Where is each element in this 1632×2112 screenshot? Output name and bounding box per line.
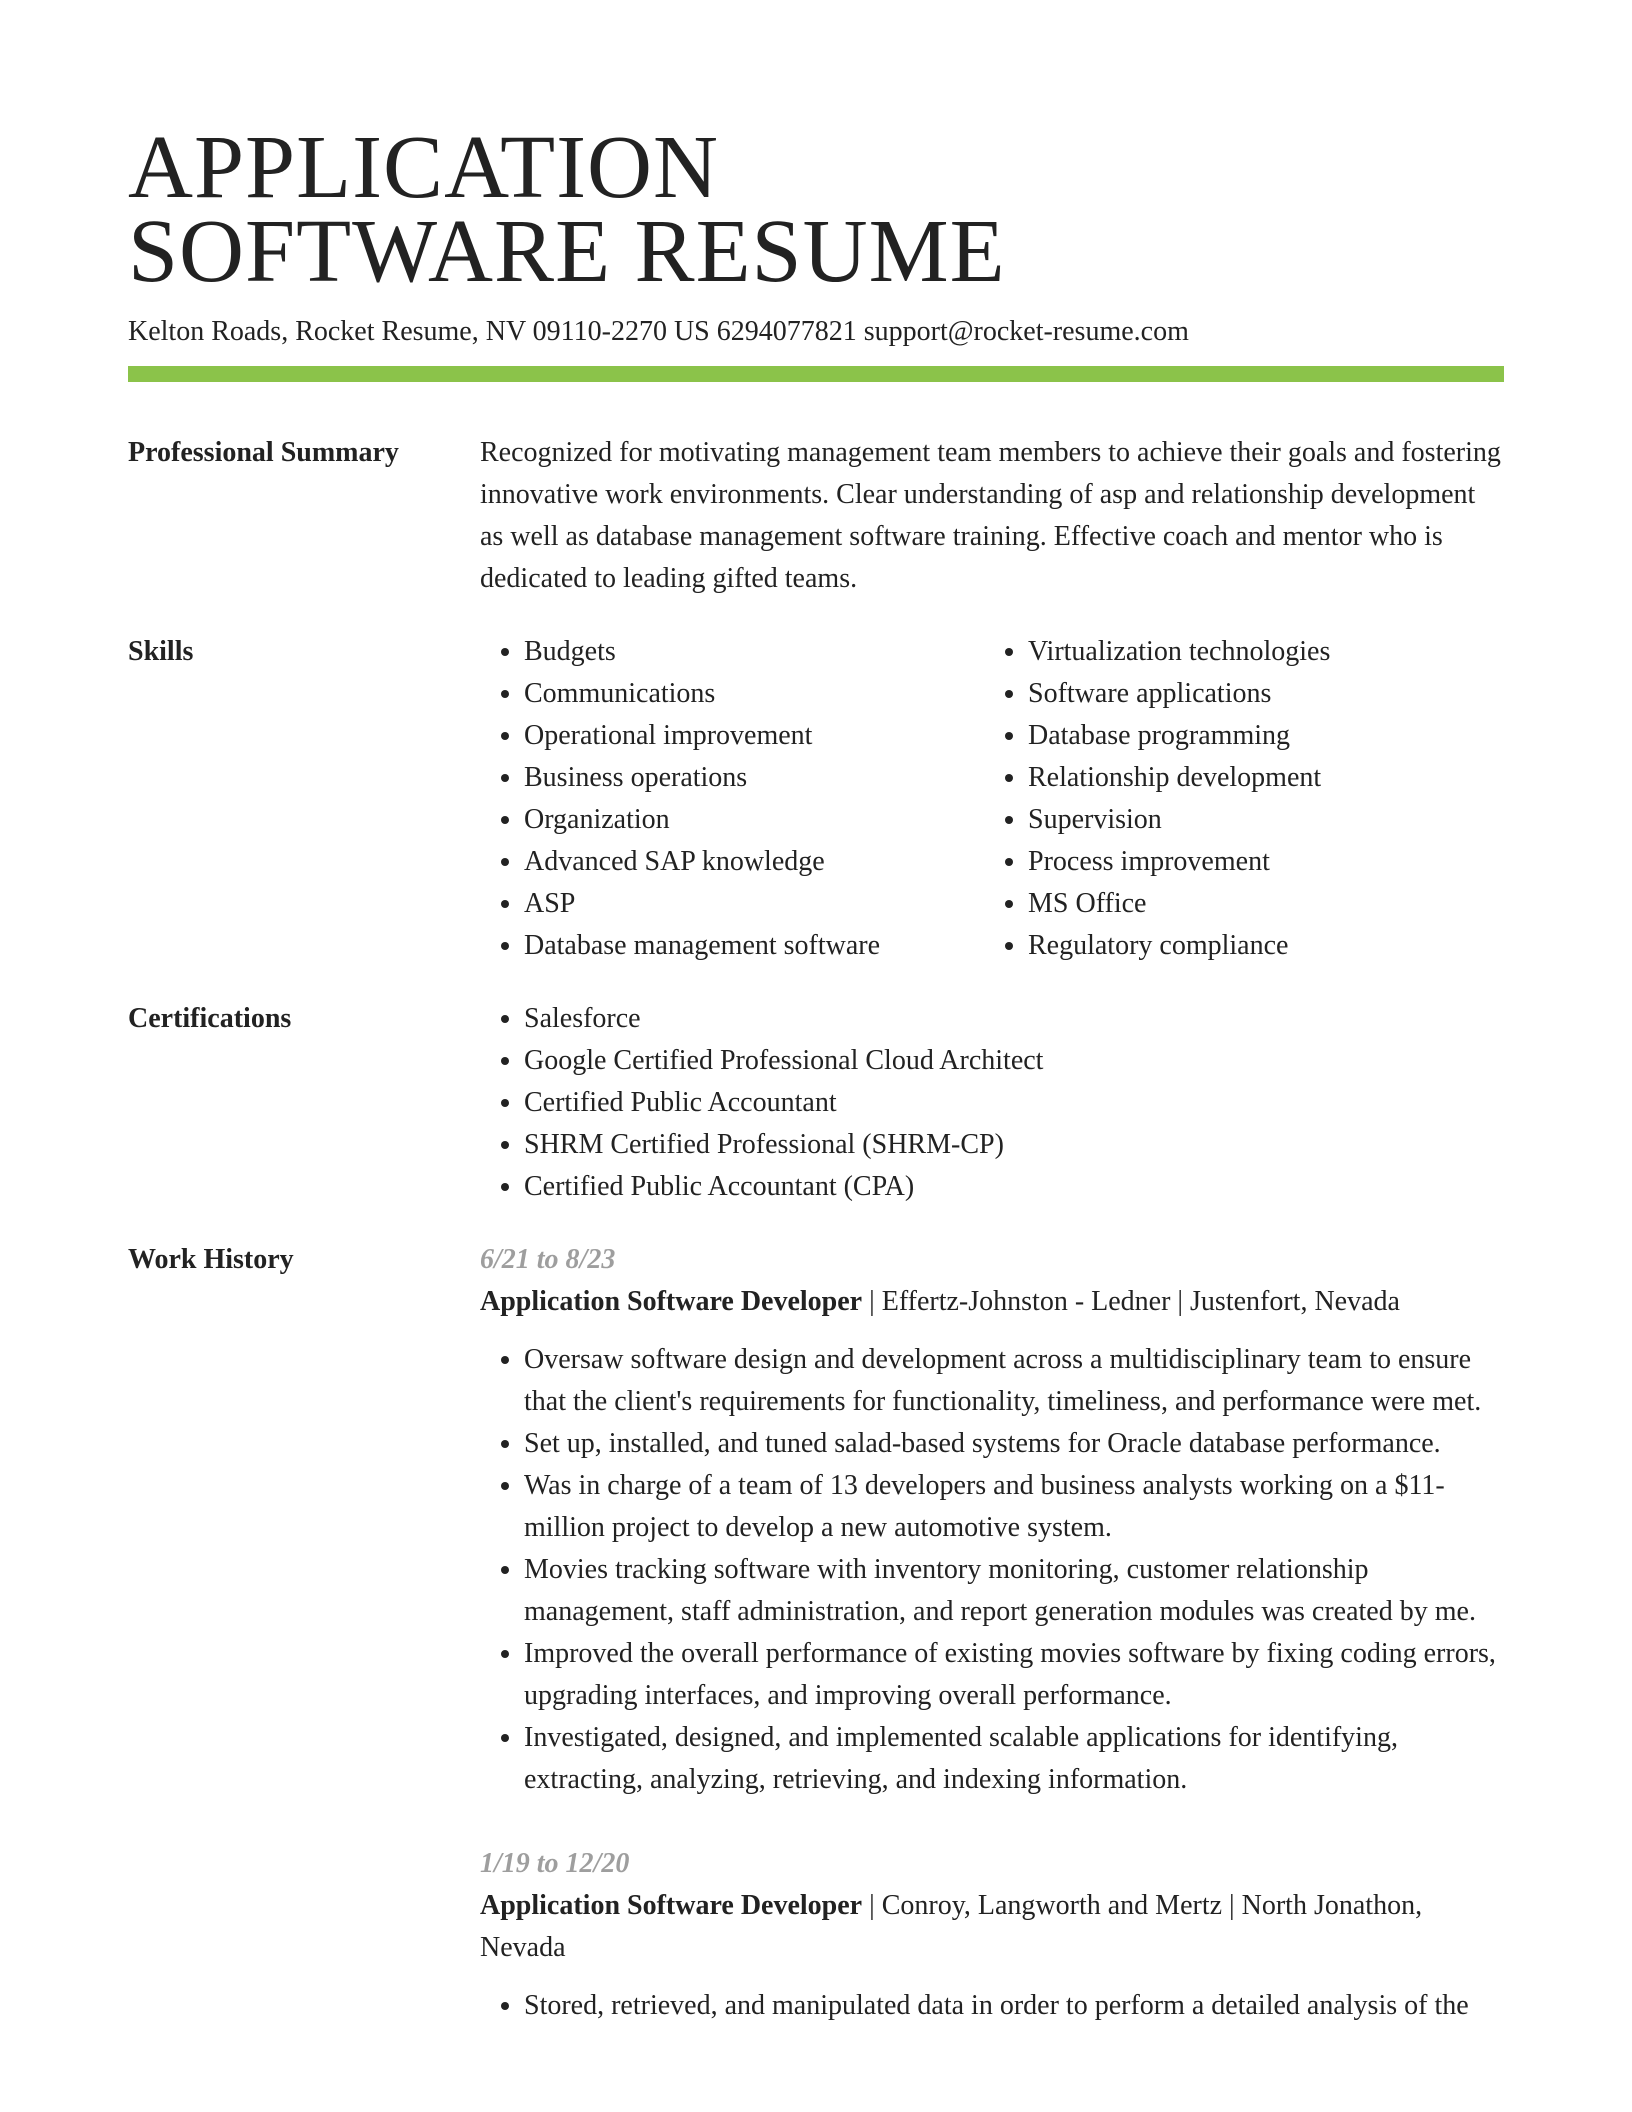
- summary-text: Recognized for motivating management team members to achieve their goals and fostering innovative work environments. Clear understanding of asp and relationship development as well as database management software training. Effective coach and mentor who is dedicated to leading gifted teams.: [480, 437, 1501, 594]
- resume-page: [128, 0, 1504, 2027]
- job-bullet: • Oversaw software design and development across a multidisciplinary team to ensure that the client's requirements for functionality, timeliness, and performance were met.: [524, 1339, 1504, 1423]
- job-bullets: [480, 1985, 1504, 2027]
- job-entry: [480, 1843, 1504, 2027]
- skill-item: • Process improvement: [1028, 841, 1488, 883]
- job-bullet: • Movies tracking software with inventory monitoring, customer relationship management, staff administration, and report generation modules was created by me.: [524, 1549, 1504, 1633]
- skill-item: • Organization: [524, 799, 984, 841]
- skill-item: • Database programming: [1028, 715, 1488, 757]
- work-history-body: [480, 1239, 1504, 2027]
- certification-item: • SHRM Certified Professional (SHRM-CP): [524, 1124, 1504, 1166]
- certification-item: • Certified Public Accountant (CPA): [524, 1166, 1504, 1208]
- job-title: Application Software Developer: [480, 1890, 863, 1921]
- job-entry: [480, 1239, 1504, 1801]
- title-line-2: SOFTWARE RESUME: [128, 202, 1006, 301]
- certification-item: • Salesforce: [524, 998, 1504, 1040]
- skills-list-right: [984, 631, 1488, 967]
- job-bullet: • Improved the overall performance of existing movies software by fixing coding errors, upgrading interfaces, and improving overall performance.: [524, 1633, 1504, 1717]
- skill-item: • Supervision: [1028, 799, 1488, 841]
- skill-item: • ASP: [524, 883, 984, 925]
- skill-item: • Operational improvement: [524, 715, 984, 757]
- certifications-body: [480, 998, 1504, 1208]
- work-history-label: Work History: [128, 1244, 294, 1275]
- skill-item: • Regulatory compliance: [1028, 925, 1488, 967]
- skill-item: • Virtualization technologies: [1028, 631, 1488, 673]
- skill-item: • MS Office: [1028, 883, 1488, 925]
- skills-list-left: [480, 631, 984, 967]
- job-bullet: • Stored, retrieved, and manipulated data in order to perform a detailed analysis of the: [524, 1985, 1504, 2027]
- header-divider: [128, 366, 1504, 382]
- job-bullet: • Investigated, designed, and implemented scalable applications for identifying, extracting, analyzing, retrieving, and indexing information.: [524, 1717, 1504, 1801]
- summary-section: [128, 432, 1504, 600]
- job-details: | Effertz-Johnston - Ledner | Justenfort, Nevada: [862, 1286, 1400, 1317]
- skills-columns: [480, 631, 1504, 967]
- certification-item: • Google Certified Professional Cloud Architect: [524, 1040, 1504, 1082]
- job-title: Application Software Developer: [480, 1286, 863, 1317]
- resume-title: [128, 118, 1504, 301]
- job-bullets: [480, 1339, 1504, 1801]
- contact-line: Kelton Roads, Rocket Resume, NV 09110-2270 US 6294077821 support@rocket-resume.com: [128, 316, 1189, 347]
- job-details: | Conroy, Langworth and Mertz | North Jonathon, Nevada: [480, 1890, 1423, 1963]
- job-title-line: [480, 1885, 1504, 1969]
- summary-label: Professional Summary: [128, 437, 399, 468]
- work-history-section: [128, 1239, 1504, 2027]
- job-dates: 6/21 to 8/23: [480, 1244, 616, 1275]
- skill-item: • Database management software: [524, 925, 984, 967]
- title-line-1: APPLICATION: [128, 118, 720, 217]
- skill-item: • Business operations: [524, 757, 984, 799]
- job-dates: 1/19 to 12/20: [480, 1848, 630, 1879]
- skill-item: • Communications: [524, 673, 984, 715]
- job-title-line: [480, 1281, 1504, 1323]
- job-bullet: • Set up, installed, and tuned salad-based systems for Oracle database performance.: [524, 1423, 1504, 1465]
- skills-label: Skills: [128, 636, 194, 667]
- skill-item: • Budgets: [524, 631, 984, 673]
- certifications-section: [128, 998, 1504, 1208]
- skill-item: • Advanced SAP knowledge: [524, 841, 984, 883]
- certifications-list: [480, 998, 1504, 1208]
- skill-item: • Relationship development: [1028, 757, 1488, 799]
- skills-section: [128, 631, 1504, 967]
- job-bullet: • Was in charge of a team of 13 developers and business analysts working on a $11-million project to develop a new automotive system.: [524, 1465, 1504, 1549]
- certification-item: • Certified Public Accountant: [524, 1082, 1504, 1124]
- skill-item: • Software applications: [1028, 673, 1488, 715]
- certifications-label: Certifications: [128, 1003, 292, 1034]
